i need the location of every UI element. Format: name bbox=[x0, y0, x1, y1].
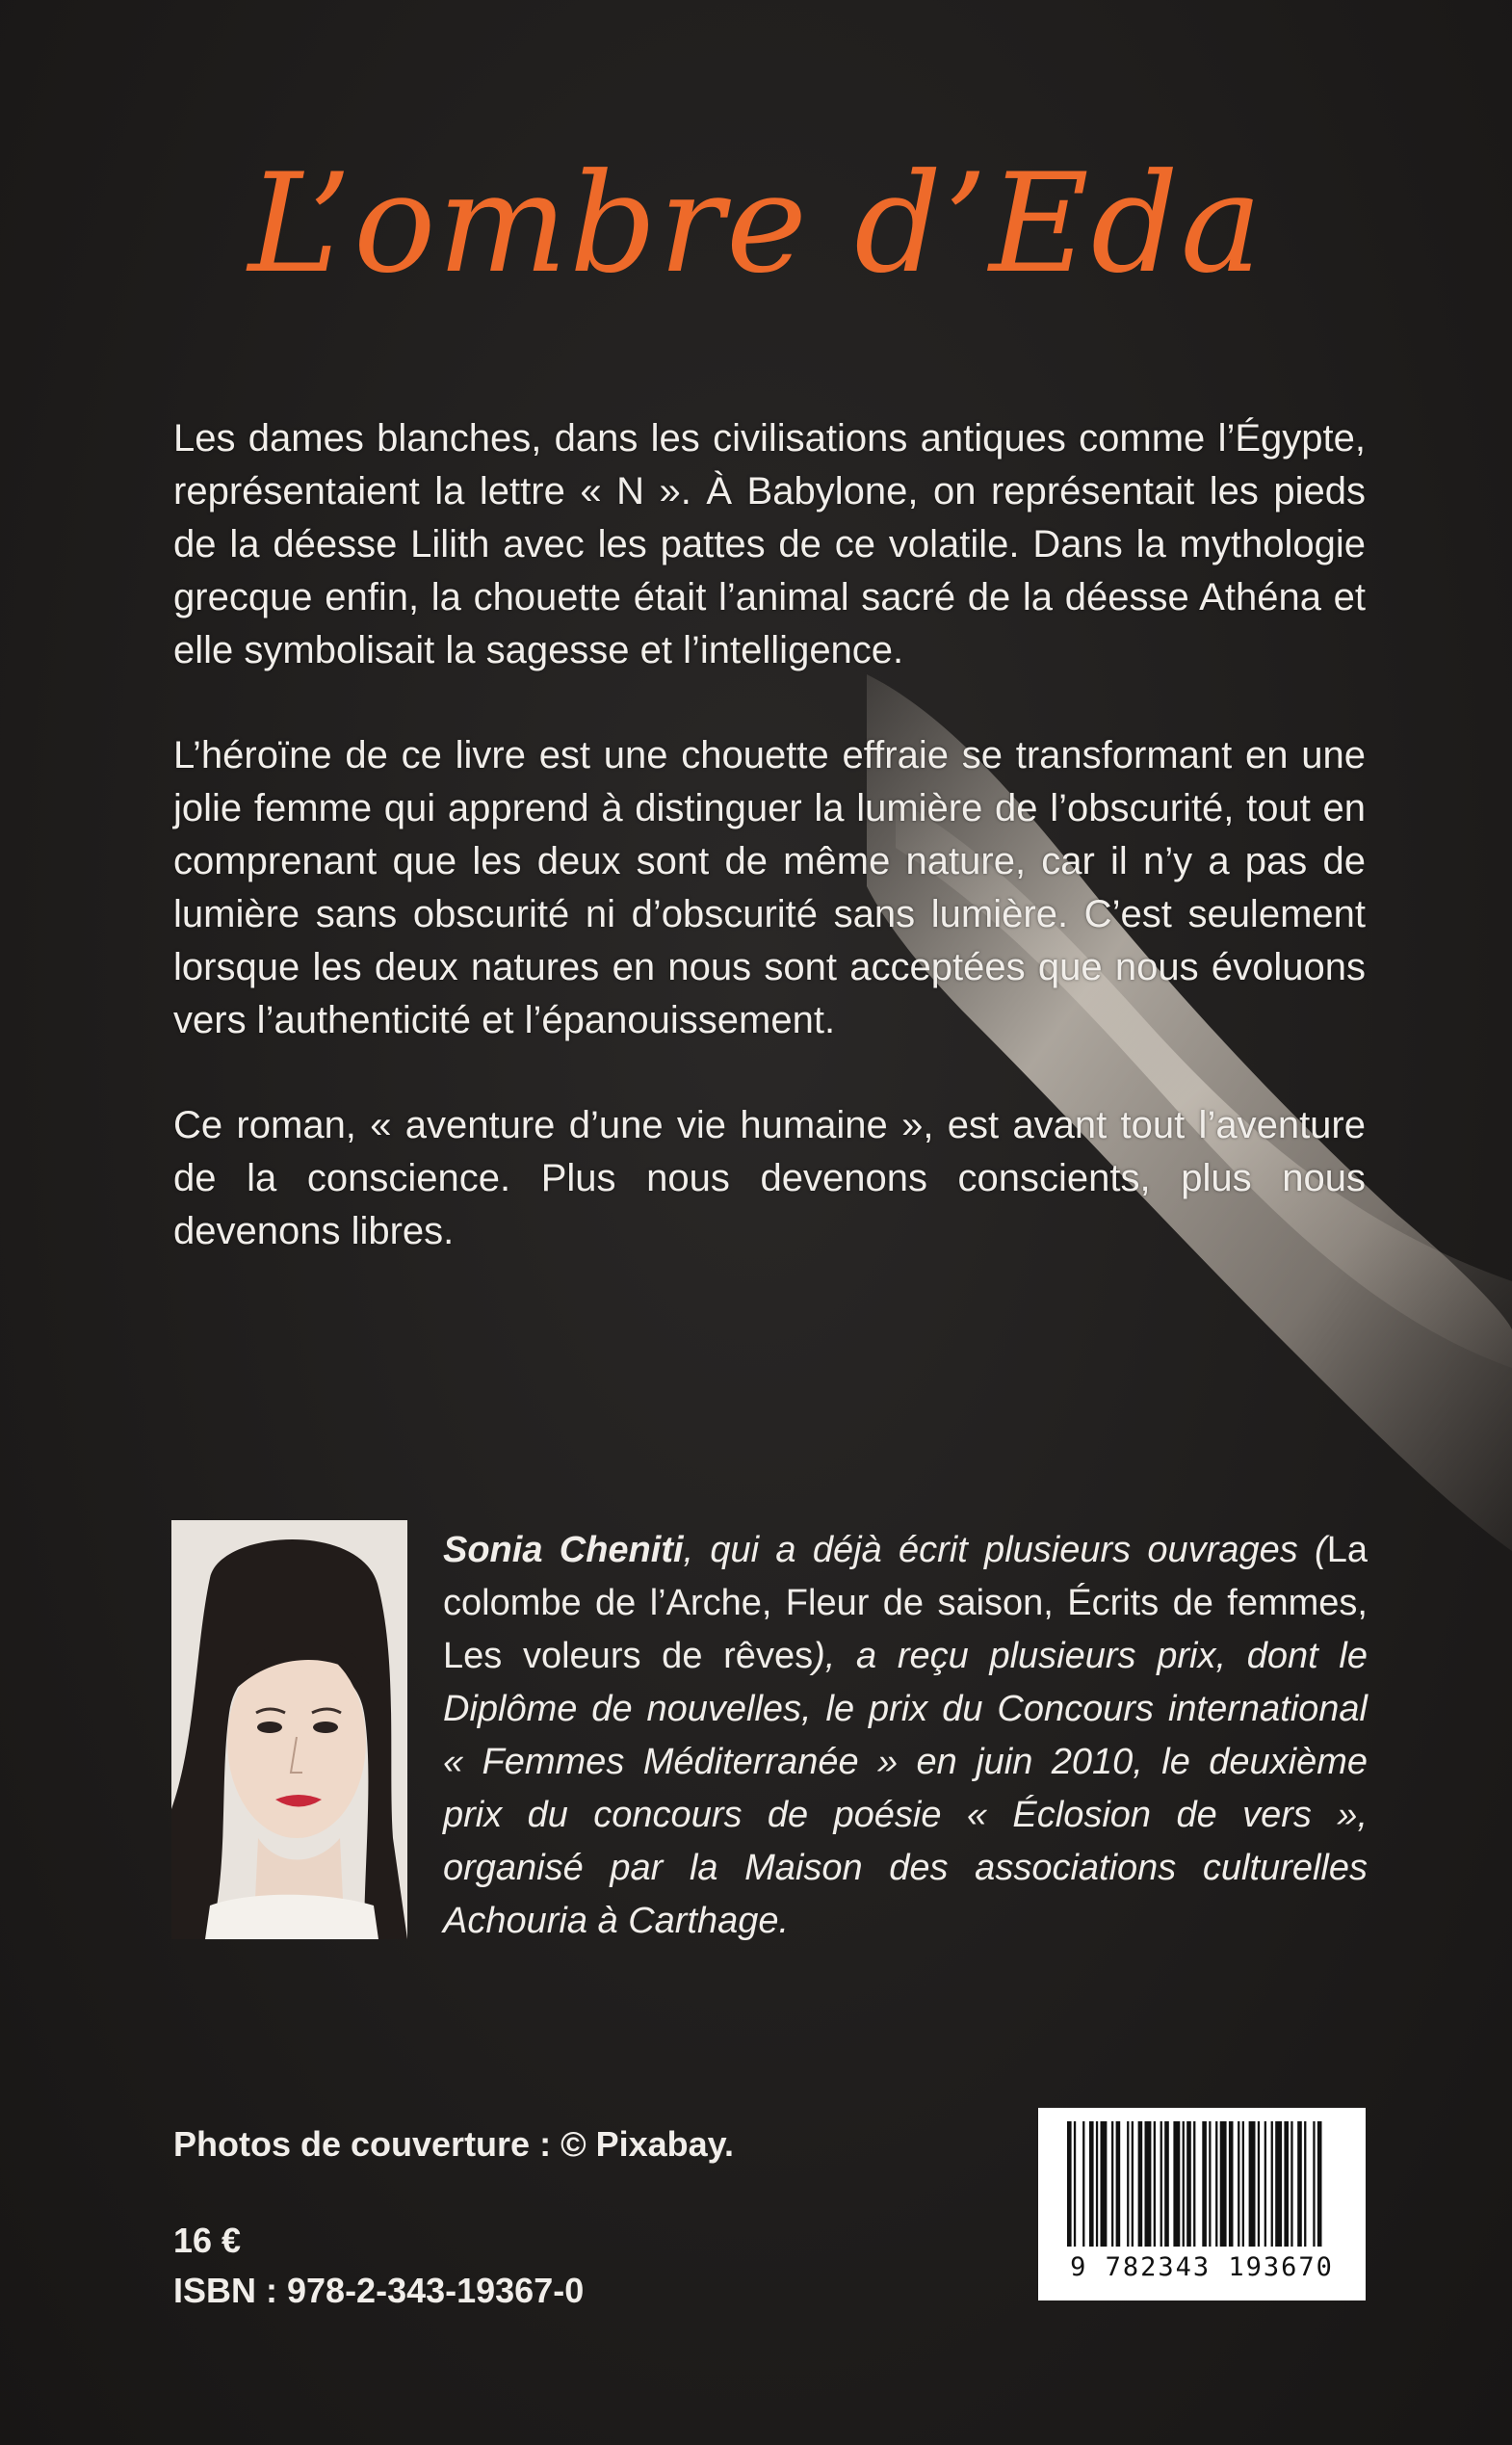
author-bio-text: , qui a déjà écrit plusieurs ouvrages ( bbox=[683, 1530, 1327, 1570]
blurb-paragraph: Ce roman, « aventure d’une vie humaine », est avant tout l’aventure de la conscience. Plus nous devenons conscients, plus nous devenons libres. bbox=[173, 1104, 1366, 1252]
blurb-paragraph: Les dames blanches, dans les civilisations antiques comme l’Égypte, représentaient la lettre « N ». À Babylone, on représentait les pieds de la déesse Lilith avec les pattes de ce volatile. Dans la mythologie grecque enfin, la chouette était l’animal sacré de la déesse Athéna et elle symbolisait la sagesse et l’intelligence. bbox=[173, 417, 1366, 671]
photo-credit: Photos de couverture : © Pixabay. bbox=[173, 2124, 735, 2164]
author-bio-text: ), a reçu plusieurs prix, dont le Diplôme de nouvelles, le prix du Concours international « Femmes Méditerranée » en juin 2010, le deuxième prix du concours de poésie « Éclosion de vers », organisé par la Maison des associations culturelles Achouria à Carthage. bbox=[443, 1636, 1368, 1941]
book-title: L’ombre d’Eda bbox=[248, 145, 1264, 303]
author-works: La colombe de l’Arche, Fleur de saison, Écrits de femmes, Les voleurs de rêves bbox=[443, 1530, 1368, 1676]
isbn: ISBN : 978-2-343-19367-0 bbox=[173, 2271, 585, 2310]
barcode-digits: 9 782343 193670 bbox=[1070, 2252, 1334, 2282]
author-photo bbox=[171, 1520, 407, 1939]
price: 16 € bbox=[173, 2221, 242, 2260]
blurb bbox=[173, 412, 1366, 1310]
blurb-paragraph: L’héroïne de ce livre est une chouette effraie se transformant en une jolie femme qui apprend à distinguer la lumière de l’obscurité, tout en comprenant que les deux sont de même nature, car il n’y a pas de lumière sans obscurité ni d’obscurité sans lumière. C’est seulement lorsque les deux natures en nous sont acceptées que nous évoluons vers l’authenticité et l’épanouissement. bbox=[173, 734, 1366, 1041]
author-portrait-icon bbox=[171, 1520, 407, 1939]
author-bio bbox=[443, 1524, 1368, 1948]
author-name: Sonia Cheniti bbox=[443, 1530, 684, 1570]
barcode bbox=[1038, 2108, 1366, 2300]
